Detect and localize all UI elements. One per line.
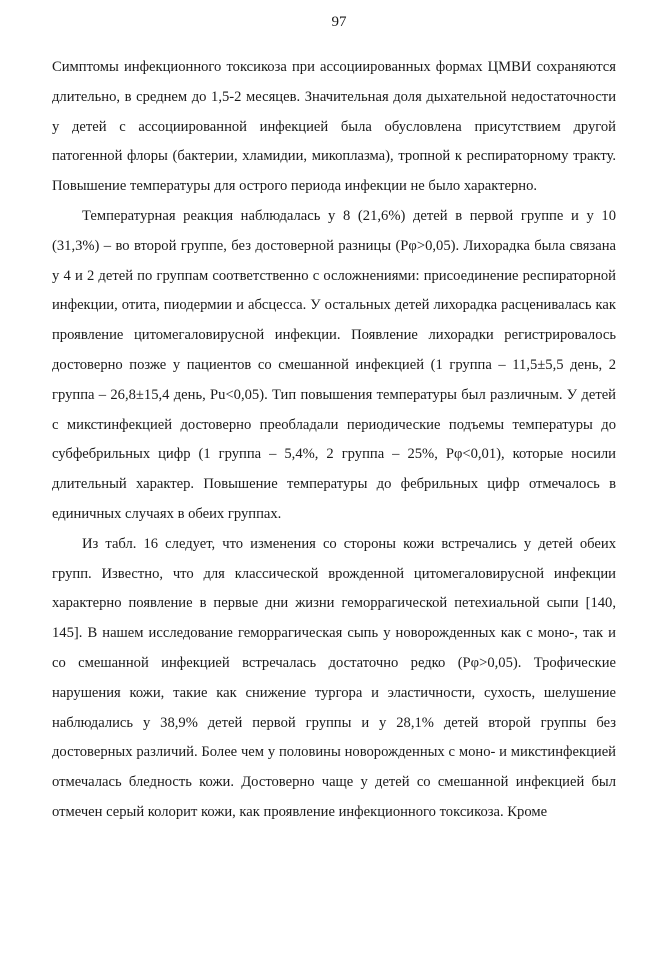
page-number: 97 [331,14,347,30]
paragraph-temperature: Температурная реакция наблюдалась у 8 (21,6%) детей в первой группе и у 10 (31,3%) – во второй группе, без достоверной разницы (Pφ>0,05). Лихорадка была связана у 4 и 2 детей по группам соответственно с осложнениями: присоединение респираторной инфекции, отита, пиодермии и абсцесса. У остальных детей лихорадка расценивалась как проявление цитомегаловирусной инфекции. Появление лихорадки регистрировалось достоверно позже у пациентов со смешанной инфекцией (1 группа – 11,5±5,5 день, 2 группа – 26,8±15,4 день, Pu<0,05). Тип повышения температуры был различным. У детей с микстинфекцией достоверно преобладали периодические подъемы температуры до субфебрильных цифр (1 группа – 5,4%, 2 группа – 25%, Pφ<0,01), которые носили длительный характер. Повышение температуры до фебрильных цифр отмечалось в единичных случаях в обеих группах. [52,207,616,522]
paragraph-skin-changes: Из табл. 16 следует, что изменения со стороны кожи встречались у детей обеих групп. Известно, что для классической врожденной цитомегаловирусной инфекции характерно появление в первые дни жизни геморрагической петехиальной сыпи [140, 145]. В нашем исследование геморрагическая сыпь у новорожденных как с моно-, так и со смешанной инфекцией встречалась достаточно редко (Pφ>0,05). Трофические нарушения кожи, такие как снижение тургора и эластичности, сухость, шелушение наблюдались у 38,9% детей первой группы и у 28,1% детей второй группы без достоверных различий. Более чем у половины новорожденных с моно- и микстинфекцией отмечалась бледность кожи. Достоверно чаще у детей со смешанной инфекцией был отмечен серый колорит кожи, как проявление инфекционного токсикоза. Кроме [52,535,616,820]
paragraph-toxicosis: Симптомы инфекционного токсикоза при ассоциированных формах ЦМВИ сохраняются длительно, в среднем до 1,5-2 месяцев. Значительная доля дыхательной недостаточности у детей с ассоциированной инфекцией была обусловлена присутствием другой патогенной флоры (бактерии, хламидии, микоплазма), тропной к респираторному тракту. Повышение температуры для острого периода инфекции не было характерно. [52,59,616,195]
